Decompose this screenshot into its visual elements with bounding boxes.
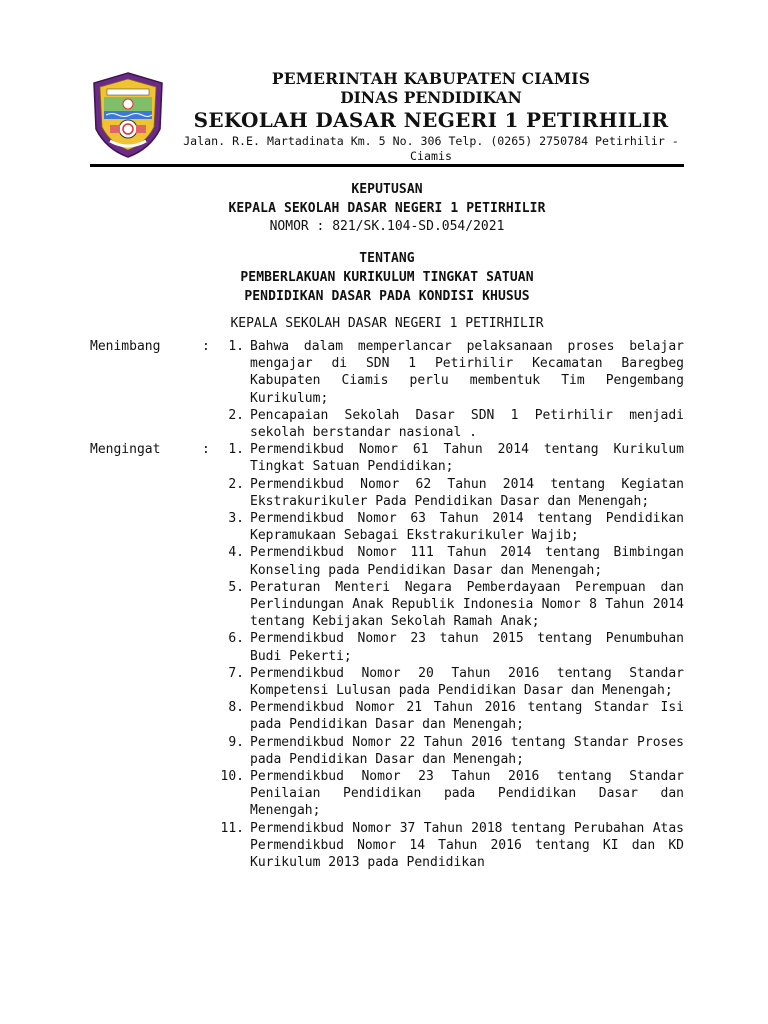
decree-about: TENTANG	[359, 251, 415, 266]
decree-issuer: KEPALA SEKOLAH DASAR NEGERI 1 PETIRHILIR	[228, 201, 546, 216]
list-item	[220, 734, 684, 768]
item-text: Permendikbud Nomor 20 Tahun 2016 tentang Standar Kompetensi Lulusan pada Pendidikan Dasar dan Menengah;	[250, 665, 684, 699]
item-number: 3.	[228, 511, 244, 527]
letterhead	[90, 66, 688, 174]
item-text: Permendikbud Nomor 23 tahun 2015 tentang Penumbuhan Budi Pekerti;	[250, 631, 684, 664]
list-item	[220, 407, 684, 441]
list-item	[220, 338, 684, 407]
list-item	[220, 476, 684, 510]
item-text: Permendikbud Nomor 22 Tahun 2016 tentang Standar Proses pada Pendidikan Dasar dan Menengah;	[250, 734, 684, 767]
menimbang-section	[90, 338, 684, 441]
item-text: Permendikbud Nomor 62 Tahun 2014 tentang Kegiatan Ekstrakurikuler Pada Pendidikan Dasar dan Menengah;	[250, 476, 684, 509]
item-text: Permendikbud Nomor 63 Tahun 2014 tentang Pendidikan Kepramukaan Sebagai Ekstrakurikuler Wajib;	[250, 511, 684, 544]
item-text: Permendikbud Nomor 61 Tahun 2014 tentang Kurikulum Tingkat Satuan Pendidikan;	[250, 442, 684, 475]
decree-type: KEPUTUSAN	[351, 182, 423, 197]
item-text: Bahwa dalam memperlancar pelaksanaan proses belajar mengajar di SDN 1 Petirhilir Kecamatan Baregbeg Kabupaten Ciamis perlu membentuk Tim Pengembang Kurikulum;	[250, 339, 684, 406]
decree-title-block	[90, 180, 684, 333]
item-number: 2.	[228, 407, 244, 423]
item-number: 5.	[228, 579, 244, 595]
menimbang-list	[220, 338, 684, 441]
section-label: Menimbang	[90, 339, 161, 354]
item-text: Permendikbud Nomor 37 Tahun 2018 tentang Perubahan Atas Permendikbud Nomor 14 Tahun 2016 tentang KI dan KD Kurikulum 2013 pada Pendidikan	[250, 820, 684, 871]
decree-subject-line2: PENDIDIKAN DASAR PADA KONDISI KHUSUS	[244, 289, 530, 304]
ciamis-regency-emblem-icon	[90, 71, 166, 159]
section-colon: :	[202, 442, 210, 458]
mengingat-section	[90, 441, 684, 871]
letterhead-divider	[90, 164, 684, 167]
school-address: Jalan. R.E. Martadinata Km. 5 No. 306 Telp. (0265) 2750784 Petirhilir -Ciamis	[183, 134, 679, 163]
item-number: 1.	[228, 339, 244, 354]
item-text: Permendikbud Nomor 21 Tahun 2016 tentang Standar Isi pada Pendidikan Dasar dan Menengah;	[250, 700, 684, 733]
list-item	[220, 699, 684, 733]
item-text: Pencapaian Sekolah Dasar SDN 1 Petirhilir menjadi sekolah berstandar nasional .	[250, 407, 684, 441]
letterhead-text	[174, 69, 688, 164]
item-number: 9.	[228, 734, 244, 750]
list-item	[220, 441, 684, 475]
item-number: 2.	[228, 476, 244, 492]
list-item	[220, 768, 684, 820]
item-number: 4.	[228, 545, 244, 561]
section-colon: :	[202, 339, 210, 354]
decree-subject-line1: PEMBERLAKUAN KURIKULUM TINGKAT SATUAN	[240, 270, 534, 285]
item-text: Peraturan Menteri Negara Pemberdayaan Perempuan dan Perlindungan Anak Republik Indonesia Nomor 8 Tahun 2014 tentang Kebijakan Sekolah Ramah Anak;	[250, 579, 684, 630]
list-item	[220, 630, 684, 664]
decree-body	[90, 338, 684, 871]
item-number: 11.	[220, 820, 244, 836]
decree-head: KEPALA SEKOLAH DASAR NEGERI 1 PETIRHILIR	[230, 316, 544, 331]
item-text: Permendikbud Nomor 111 Tahun 2014 tentang Bimbingan Konseling pada Pendidikan Dasar dan Menengah;	[250, 545, 684, 578]
decree-number: NOMOR : 821/SK.104-SD.054/2021	[269, 219, 505, 234]
mengingat-list	[220, 441, 684, 871]
item-text: Permendikbud Nomor 23 Tahun 2016 tentang Standar Penilaian Pendidikan pada Pendidikan Dasar dan Menengah;	[250, 769, 684, 819]
school-name: SEKOLAH DASAR NEGERI 1 PETIRHILIR	[193, 108, 669, 132]
item-number: 1.	[228, 442, 244, 458]
list-item	[220, 665, 684, 699]
list-item	[220, 820, 684, 872]
item-number: 10.	[220, 769, 244, 785]
item-number: 7.	[228, 665, 244, 681]
list-item	[220, 579, 684, 631]
item-number: 8.	[228, 700, 244, 716]
section-label: Mengingat	[90, 442, 161, 458]
list-item	[220, 510, 684, 544]
government-name: PEMERINTAH KABUPATEN CIAMIS	[271, 69, 591, 88]
item-number: 6.	[228, 631, 244, 647]
department-name: DINAS PENDIDIKAN	[340, 88, 522, 107]
list-item	[220, 544, 684, 578]
